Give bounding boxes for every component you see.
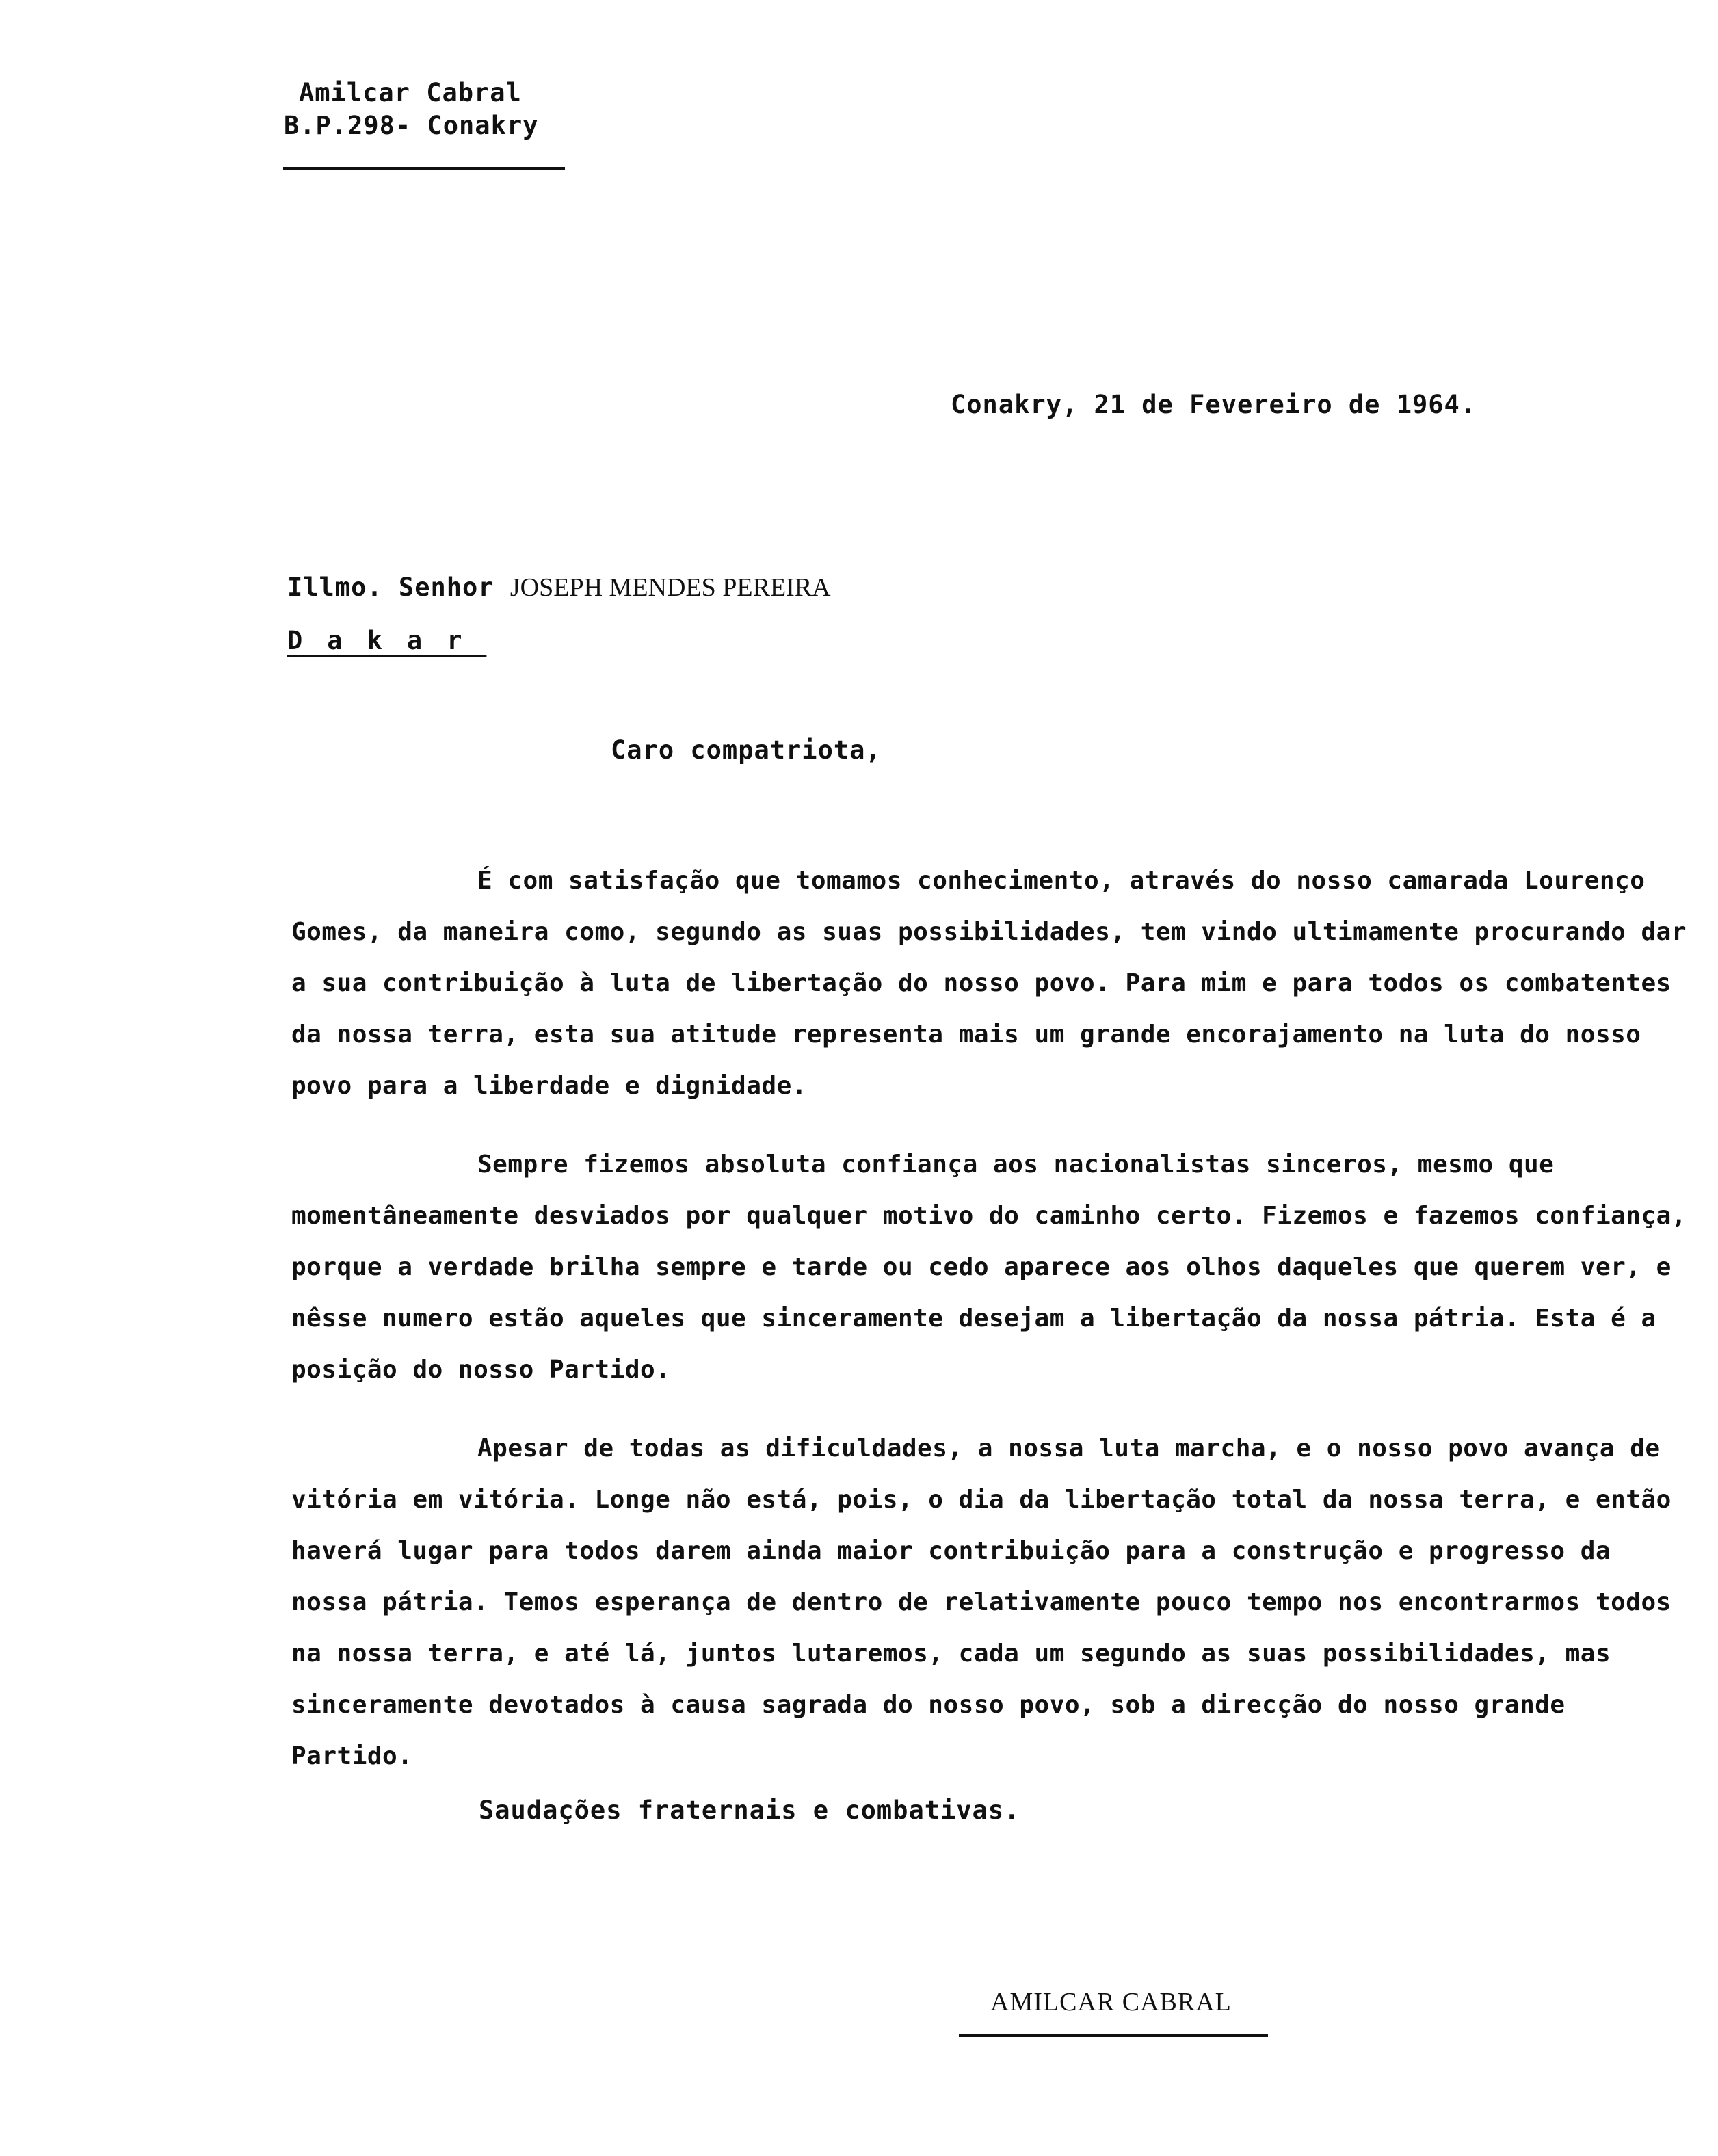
sender-address: B.P.298- Conakry — [284, 111, 539, 140]
recipient-title: Illmo. Senhor — [287, 573, 494, 602]
sender-block — [284, 77, 538, 142]
paragraph-3: Apesar de todas as dificuldades, a nossa luta marcha, e o nosso povo avança de vitória em vitória. Longe não está, pois, o dia da libertação total da nossa terra, e então haverá lugar para todos darem ainda maior contribuição para a construção e progresso da nossa pátria. Temos esperança de dentro de relativamente pouco tempo nos encontrarmos todos na nossa terra, e até lá, juntos lutaremos, cada um segundo as suas possibilidades, mas sinceramente devotados à causa sagrada do nosso povo, sob a direcção do nosso grande Partido. — [291, 1434, 1671, 1770]
letter-body — [291, 855, 1700, 1809]
recipient-line — [287, 561, 831, 614]
sender-name: Amilcar Cabral — [299, 78, 522, 107]
recipient-name: JOSEPH MENDES PEREIRA — [510, 573, 831, 602]
paragraph-2: Sempre fizemos absoluta confiança aos nacionalistas sinceros, mesmo que momentâneamente desviados por qualquer motivo do caminho certo. Fizemos e fazemos confiança, porque a verdade brilha sempre e tarde ou cedo aparece aos olhos daqueles que querem ver, e nêsse numero estão aqueles que sinceramente desejam a libertação da nossa pátria. Esta é a posição do nosso Partido. — [291, 1151, 1687, 1384]
paragraph-1: É com satisfação que tomamos conhecimento, através do nosso camarada Lourenço Gomes, da maneira como, segundo as suas possibilidades, tem vindo ultimamente procurando dar a sua contribuição à luta de libertação do nosso povo. Para mim e para todos os combatentes da nossa terra, esta sua atitude representa mais um grande encorajamento na luta do nosso povo para a liberdade e dignidade. — [291, 867, 1687, 1100]
salutation: Caro compatriota, — [611, 735, 882, 765]
date-line: Conakry, 21 de Fevereiro de 1964. — [951, 390, 1477, 419]
sender-underline — [283, 167, 565, 170]
recipient-block — [287, 561, 831, 668]
closing: Saudações fraternais e combativas. — [479, 1796, 1020, 1825]
recipient-city: Dakar — [287, 626, 487, 655]
signature-underline — [959, 2034, 1268, 2037]
signature: AMILCAR CABRAL — [990, 1988, 1232, 2016]
